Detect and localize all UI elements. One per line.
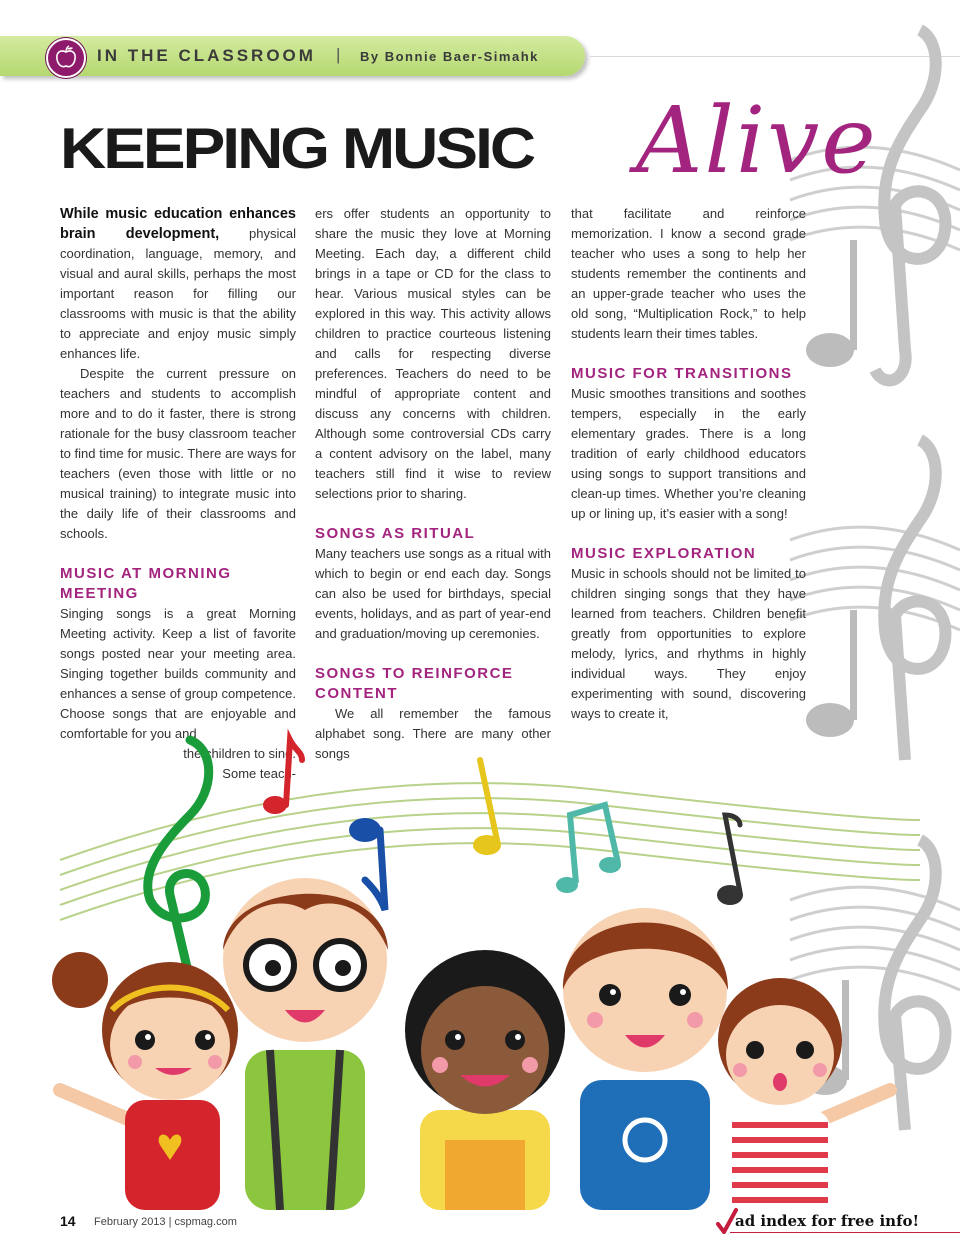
article-title-accent: Alive — [636, 87, 878, 194]
banner-separator: | — [336, 45, 341, 64]
section-heading: MUSIC EXPLORATION — [571, 545, 757, 562]
red-music-note-icon — [263, 740, 302, 814]
paragraph: that facilitate and reinforce memorization. I know a second grade teacher who uses a song to help her students remember the continents and an upper-grade teacher who uses the old song, “Multiplication Rock,” to help students learn their times tables. — [571, 206, 806, 341]
section-heading: SONGS AS RITUAL — [315, 525, 476, 542]
child-girl-left — [52, 952, 238, 1210]
section-banner — [0, 36, 600, 82]
ad-index-link[interactable]: ad index for free info! — [735, 1212, 920, 1230]
paragraph: Despite the current pressure on teachers and students to accomplish more and to do it faster, there is strong rationale for the busy classroom teacher to find time for music. There are ways for teachers (even those with little or no musical training) to integrate music into the daily life of their classrooms and schools. — [60, 366, 296, 541]
section-label: IN THE CLASSROOM — [97, 46, 316, 65]
treble-clef-icon — [875, 30, 945, 380]
page-number: 14 — [60, 1213, 76, 1229]
section-heading: MUSIC FOR TRANSITIONS — [571, 365, 793, 382]
article-title: KEEPING MUSIC — [60, 115, 534, 181]
article-column-2 — [315, 204, 551, 764]
paragraph: ers offer students an opportunity to share the music they love at Morning Meeting. Each day, a different child brings in a tape or CD for the class to hear. Various musical styles can be explored in this way. This activity allows children to practice courteous listening and calls for respecting diverse preferences. Teachers do need to be mindful of appropriate content and discuss any concerns with children. Although some controversial CDs carry a content advisory on the label, many teachers still find it wise to review selections prior to sharing. — [315, 206, 551, 501]
author-byline: By Bonnie Baer-Simahk — [360, 49, 539, 64]
article-column-1 — [60, 204, 296, 784]
child-boy-glasses — [223, 878, 388, 1210]
footer-rule — [730, 1232, 960, 1233]
black-music-note-icon — [717, 815, 743, 905]
child-boy-right — [563, 908, 728, 1210]
paragraph: Many teachers use songs as a ritual with which to begin or end each day. Songs can also be used for birthdays, special events, holidays, and as part of year-end and graduation/moving up ceremonies. — [315, 546, 551, 641]
paragraph: Singing songs is a great Morning Meeting activity. Keep a list of favorite songs posted near your meeting area. Singing together builds community and enhances a sense of group competence. Choose songs that are enjoyable and comfortable for you and — [60, 606, 296, 741]
article-column-3 — [571, 204, 806, 724]
lead-text: While music education enhances brain development, — [60, 206, 296, 242]
issue-info: February 2013 | cspmag.com — [94, 1216, 237, 1228]
paragraph: Music smoothes transitions and soothes tempers, especially in the early elementary grades. There is a long tradition of early childhood educators using songs to support transitions and clean-up times. Whether you’re cleaning up or lining up, it’s easier with a song! — [571, 386, 806, 521]
paragraph-text: physical coordination, language, memory, and visual and aural skills, perhaps the most important reason for filling our classrooms with music is that the ability to appreciate and enjoy music simply enhances life. — [60, 226, 296, 361]
yellow-music-note-icon — [473, 760, 501, 855]
paragraph-tail: the children to sing. — [183, 746, 296, 761]
children-singing-illustration — [40, 720, 920, 1210]
section-heading: MUSIC AT MORNING MEETING — [60, 565, 232, 602]
apple-icon — [46, 38, 86, 78]
paragraph — [60, 204, 296, 364]
child-girl-right — [718, 978, 890, 1210]
section-heading: SONGS TO REINFORCE CONTENT — [315, 665, 514, 702]
paragraph: We all remember the famous alphabet song. There are many other songs — [315, 706, 551, 761]
paragraph: Some teach- — [222, 766, 296, 781]
child-girl-center — [405, 950, 565, 1210]
paragraph: Music in schools should not be limited to children singing songs that they have learned from teachers. Children benefit greatly from opportunities to explore melody, lyrics, and rhythms in highly individual ways. They enjoy experimenting with sound, discovering ways to create it, — [571, 566, 806, 721]
